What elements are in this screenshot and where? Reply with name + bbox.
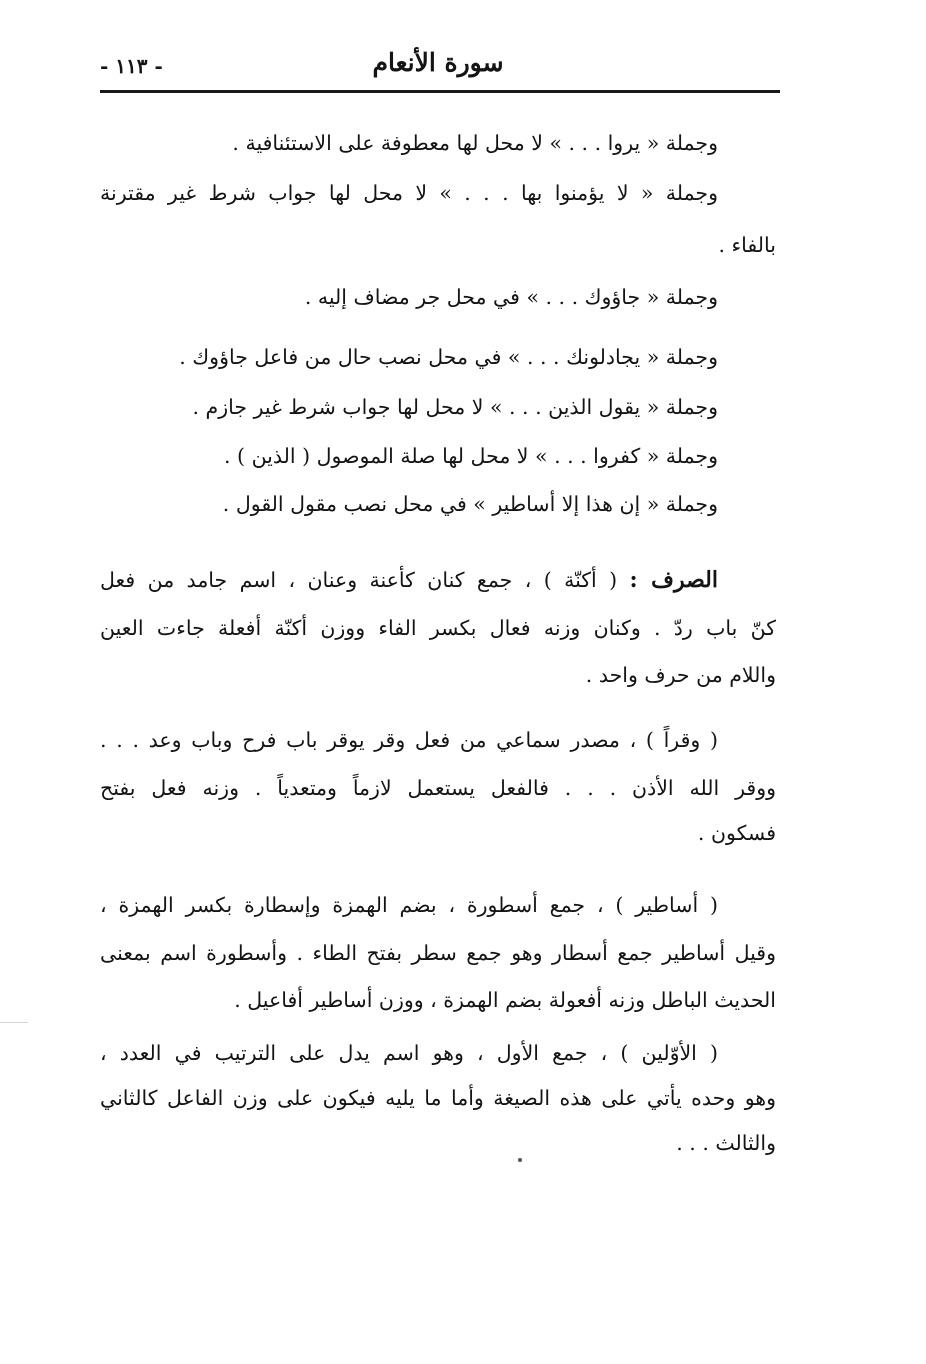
- header-rule: [100, 90, 780, 93]
- awwalin-line: ( الأوّلين ) ، جمع الأول ، وهو اسم يدل على الترتيب في العدد ،: [100, 1041, 718, 1065]
- stray-dot: [518, 1158, 522, 1162]
- sarf-text: ( أكنّة ) ، جمع كنان كأعنة وعنان ، اسم جامد من فعل: [100, 568, 618, 592]
- parsing-line: وجملة « جاؤوك . . . » في محل جر مضاف إليه .: [304, 285, 718, 309]
- page-header: [100, 48, 776, 88]
- section-label-sarf: الصرف :: [629, 567, 718, 593]
- parsing-line: وجملة « إن هذا إلا أساطير » في محل نصب مقول القول .: [222, 492, 718, 516]
- margin-mark: [0, 1022, 28, 1023]
- parsing-line: وجملة « لا يؤمنوا بها . . . » لا محل لها جواب شرط غير مقترنة: [100, 181, 718, 205]
- sarf-line: كنّ باب ردّ . وكنان وزنه فعال بكسر الفاء ووزن أكنّة أفعلة جاءت العين: [100, 616, 776, 640]
- parsing-line: وجملة « يروا . . . » لا محل لها معطوفة على الاستئنافية .: [232, 131, 718, 155]
- asatir-line: وقيل أساطير جمع أسطار وهو جمع سطر بفتح الطاء . وأسطورة اسم بمعنى: [100, 941, 776, 965]
- parsing-line: وجملة « يقول الذين . . . » لا محل لها جواب شرط غير جازم .: [192, 395, 718, 419]
- sarf-line: واللام من حرف واحد .: [585, 663, 776, 687]
- asatir-line: ( أساطير ) ، جمع أسطورة ، بضم الهمزة وإسطارة بكسر الهمزة ،: [100, 893, 718, 917]
- sarf-line: [100, 565, 718, 595]
- awwalin-line: وهو وحده يأتي على هذه الصيغة وأما ما يليه فيكون على وزن الفاعل كالثاني: [100, 1086, 776, 1110]
- awwalin-line: والثالث . . .: [676, 1131, 776, 1155]
- page-number: - ١١٣ -: [100, 54, 163, 78]
- waqr-line: فسكون .: [697, 821, 776, 845]
- waqr-line: ووقر الله الأذن . . . فالفعل يستعمل لازماً ومتعدياً . وزنه فعل بفتح: [100, 776, 776, 800]
- waqr-line: ( وقراً ) ، مصدر سماعي من فعل وقر يوقر باب فرح وباب وعد . . .: [100, 728, 718, 752]
- parsing-line: بالفاء .: [718, 233, 776, 257]
- running-title: سورة الأنعام: [372, 48, 504, 77]
- parsing-line: وجملة « كفروا . . . » لا محل لها صلة الموصول ( الذين ) .: [224, 444, 718, 468]
- parsing-line: وجملة « يجادلونك . . . » في محل نصب حال من فاعل جاؤوك .: [179, 345, 718, 369]
- asatir-line: الحديث الباطل وزنه أفعولة بضم الهمزة ، ووزن أساطير أفاعيل .: [234, 988, 776, 1012]
